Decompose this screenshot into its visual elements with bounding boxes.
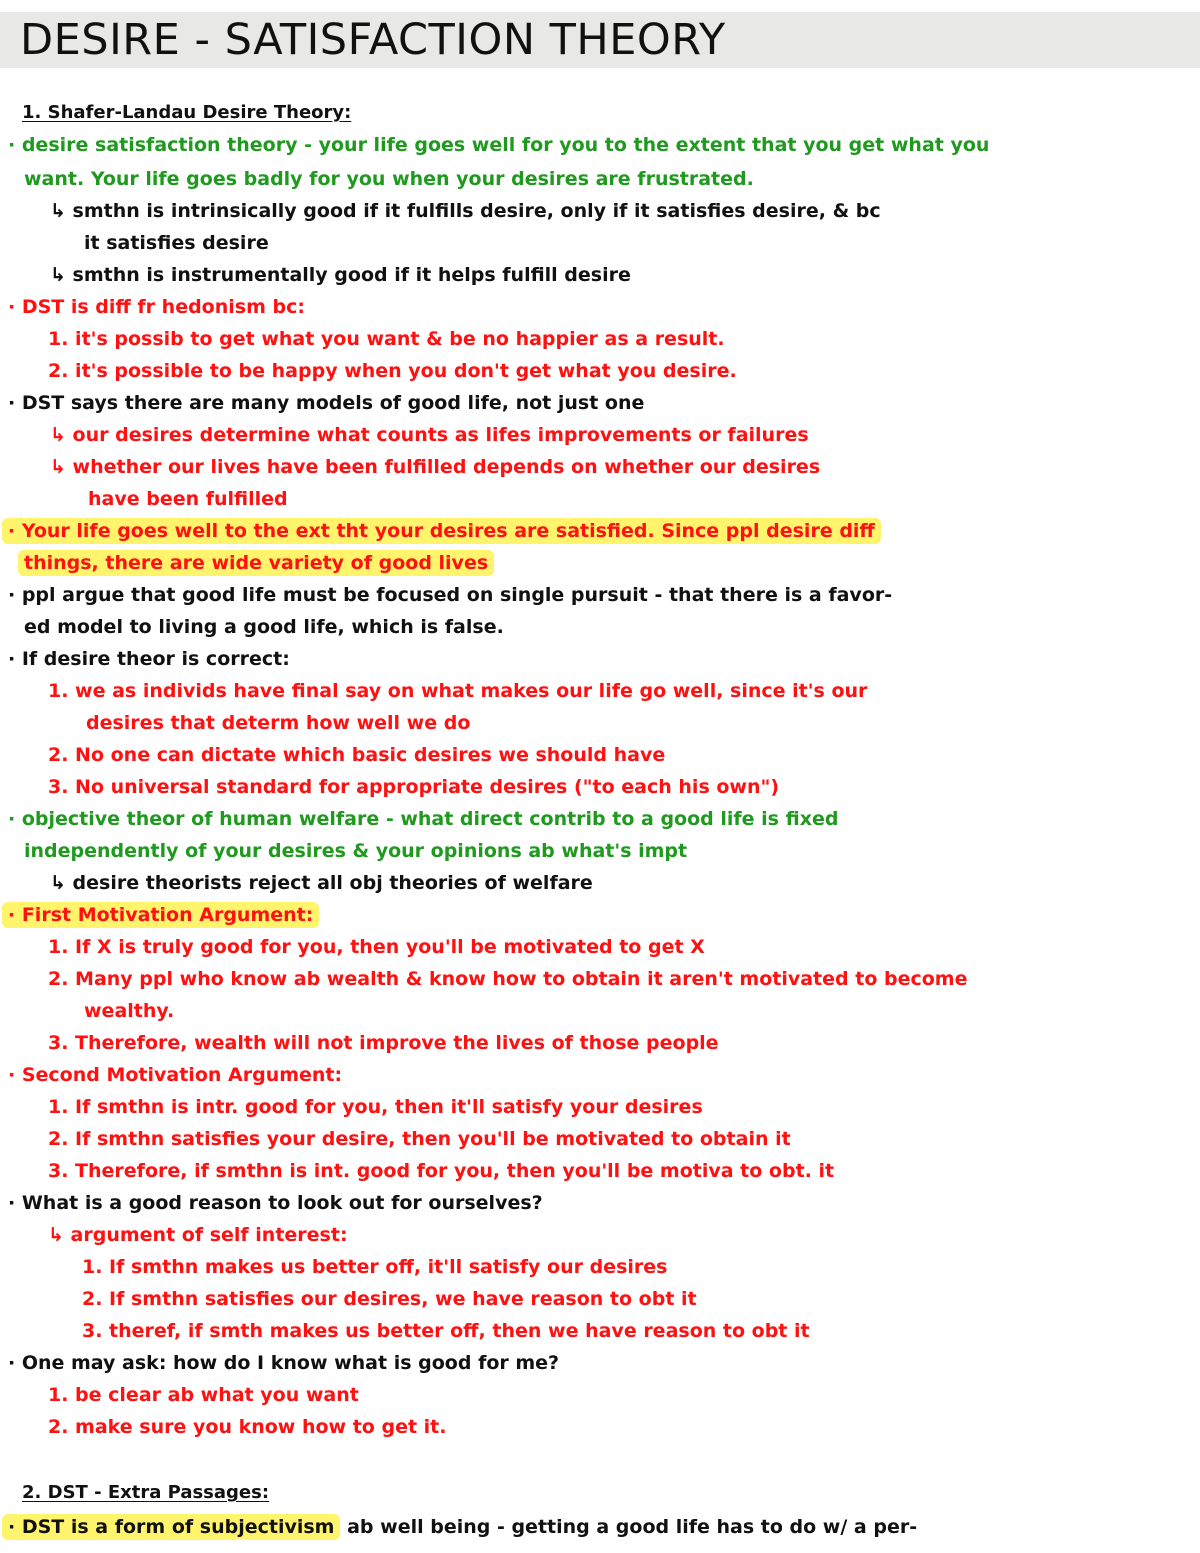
note-line: · DST is diff fr hedonism bc: bbox=[8, 296, 305, 318]
note-line: 2. If smthn satisfies our desires, we have reason to obt it bbox=[82, 1288, 697, 1310]
page-title: DESIRE - SATISFACTION THEORY bbox=[20, 15, 726, 65]
note-line: 2. make sure you know how to get it. bbox=[48, 1416, 447, 1438]
note-line: have been fulfilled bbox=[88, 488, 288, 510]
note-line-highlighted bbox=[18, 550, 494, 576]
note-line: 3. Therefore, if smthn is int. good for you, then you'll be motiva to obt. it bbox=[48, 1160, 835, 1182]
note-line: 1. we as individs have final say on what makes our life go well, since it's our bbox=[48, 680, 868, 702]
note-line: 2. it's possible to be happy when you don't get what you desire. bbox=[48, 360, 737, 382]
highlight: · DST is a form of subjectivism bbox=[2, 1514, 340, 1540]
note-line-highlighted bbox=[2, 902, 319, 928]
note-line: · If desire theor is correct: bbox=[8, 648, 290, 670]
note-line: ↳ whether our lives have been fulfilled depends on whether our desires bbox=[50, 456, 821, 478]
note-line: · One may ask: how do I know what is good for me? bbox=[8, 1352, 560, 1374]
section-heading: 1. Shafer-Landau Desire Theory: bbox=[22, 102, 352, 123]
highlight: · First Motivation Argument: bbox=[2, 902, 319, 928]
note-line: · Second Motivation Argument: bbox=[8, 1064, 343, 1086]
note-line: ed model to living a good life, which is false. bbox=[24, 616, 504, 638]
note-line: 3. No universal standard for appropriate desires ("to each his own") bbox=[48, 776, 780, 798]
note-line: 2. Many ppl who know ab wealth & know how to obtain it aren't motivated to become bbox=[48, 968, 968, 990]
highlight: · Your life goes well to the ext tht your desires are satisfied. Since ppl desire diff bbox=[2, 518, 881, 544]
note-line: 3. theref, if smth makes us better off, then we have reason to obt it bbox=[82, 1320, 810, 1342]
note-line: ↳ desire theorists reject all obj theories of welfare bbox=[50, 872, 593, 894]
note-line: ↳ argument of self interest: bbox=[48, 1224, 348, 1246]
note-line: 1. If smthn is intr. good for you, then it'll satisfy your desires bbox=[48, 1096, 703, 1118]
note-line: independently of your desires & your opinions ab what's impt bbox=[24, 840, 688, 862]
note-line: ↳ smthn is instrumentally good if it helps fulfill desire bbox=[50, 264, 631, 286]
note-line: 1. it's possib to get what you want & be no happier as a result. bbox=[48, 328, 725, 350]
note-line: 2. No one can dictate which basic desires we should have bbox=[48, 744, 666, 766]
note-line: 1. If smthn makes us better off, it'll satisfy our desires bbox=[82, 1256, 668, 1278]
note-line: 2. If smthn satisfies your desire, then you'll be motivated to obtain it bbox=[48, 1128, 791, 1150]
note-line: 1. be clear ab what you want bbox=[48, 1384, 359, 1406]
note-line: ↳ our desires determine what counts as lifes improvements or failures bbox=[50, 424, 809, 446]
highlight: things, there are wide variety of good lives bbox=[18, 550, 494, 576]
note-line: · objective theor of human welfare - what direct contrib to a good life is fixed bbox=[8, 808, 839, 830]
note-line: · desire satisfaction theory - your life goes well for you to the extent that you get what you bbox=[8, 134, 990, 156]
section-heading: 2. DST - Extra Passages: bbox=[22, 1482, 270, 1503]
note-line: · DST says there are many models of good life, not just one bbox=[8, 392, 645, 414]
note-line-highlighted bbox=[2, 518, 881, 544]
note-line: 3. Therefore, wealth will not improve the lives of those people bbox=[48, 1032, 719, 1054]
note-text: ab well being - getting a good life has to do w/ a per- bbox=[340, 1516, 918, 1538]
note-line: want. Your life goes badly for you when your desires are frustrated. bbox=[24, 168, 754, 190]
note-line: it satisfies desire bbox=[84, 232, 269, 254]
note-line: wealthy. bbox=[84, 1000, 175, 1022]
note-line: · What is a good reason to look out for ourselves? bbox=[8, 1192, 543, 1214]
note-line: 1. If X is truly good for you, then you'll be motivated to get X bbox=[48, 936, 705, 958]
note-line: desires that determ how well we do bbox=[86, 712, 471, 734]
note-line: · ppl argue that good life must be focused on single pursuit - that there is a favor- bbox=[8, 584, 893, 606]
note-line bbox=[2, 1514, 917, 1540]
note-line: ↳ smthn is intrinsically good if it fulfills desire, only if it satisfies desire, & bc bbox=[50, 200, 881, 222]
